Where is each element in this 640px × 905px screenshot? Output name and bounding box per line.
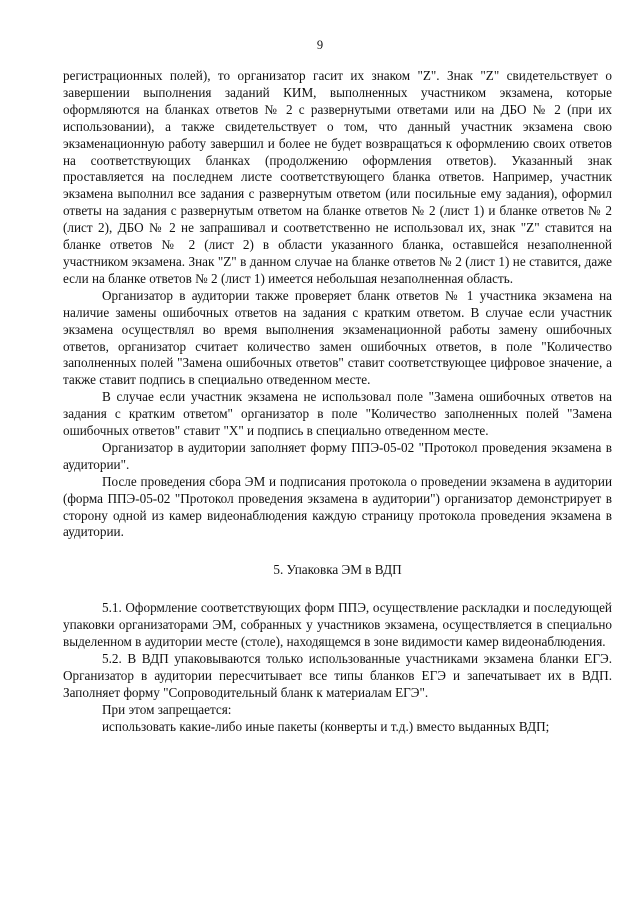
page-number: 9 [316,38,324,52]
paragraph-5-1: 5.1. Оформление соответствующих форм ППЭ, осуществление раскладки и последующей упаковки организаторами ЭМ, собранных у участников экзамена, осуществляется в специально выделенном в аудитории месте (столе), находящемся в зоне видимости камер видеонаблюдения. [63,600,612,650]
paragraph-5-2: 5.2. В ВДП упаковываются только использованные участниками экзамена бланки ЕГЭ. Организатор в аудитории пересчитывает все типы бланков ЕГЭ и запечатывает их в ВДП. Заполняет форму "Сопроводительный бланк к материалам ЕГЭ". [63,651,612,700]
paragraph-no-replacement: В случае если участник экзамена не использовал поле "Замена ошибочных ответов на задания с кратким ответом" организатор в поле "Количество заполненных полей "Замена ошибочных ответов" ставит "X" и подпись в специально отведенном месте. [63,389,612,439]
paragraph-continuation: регистрационных полей), то организатор гасит их знаком "Z". Знак "Z" свидетельствует о завершении выполнения заданий КИМ, выполненных участником экзамена, которые оформляются на бланках ответов № 2 с развернутыми ответами или на ДБО № 2 (при их использовании), а также свидетельствует о том, что данный участник экзамена свою экзаменационную работу завершил и более не будет возвращаться к оформлению своих ответов на соответствующих бланках (продолжению оформления ответов). Указанный знак проставляется на последнем листе соответствующего бланка ответов. Например, участник экзамена выполнил все задания с развернутым ответом (или посильные ему задания), оформил ответы на задания с развернутым ответом на бланке ответов № 2 (лист 1) и бланке ответов № 2 (лист 2), ДБО № 2 не запрашивал и соответственно не использовал их, знак "Z" ставится на бланке ответов № 2 (лист 2) в области указанного бланка, оставшейся незаполненной участником экзамена. Знак "Z" в данном случае на бланке ответов № 2 (лист 1) не ставится, даже если на бланке ответов № 2 (лист 1) имеется небольшая незаполненная область. [63,68,612,286]
paragraph-camera-demo: После проведения сбора ЭМ и подписания протокола о проведении экзамена в аудитории (форма ППЭ-05-02 "Протокол проведения экзамена в аудитории") организатор демонстрирует в сторону одной из камер видеонаблюдения каждую страницу протокола проведения экзамена в аудитории. [63,473,612,540]
document-body [63,68,612,736]
paragraph-answer-check: Организатор в аудитории также проверяет бланк ответов № 1 участника экзамена на наличие замены ошибочных ответов на задания с кратким ответом. В случае если участник экзамена осуществлял во время выполнения экзаменационной работы замену ошибочных ответов, организатор считает количество замен ошибочных ответов, в поле "Количество заполненных полей "Замена ошибочных ответов" ставит соответствующее цифровое значение, а также ставит подпись в специально отведенном месте. [63,287,612,388]
paragraph-prohibited-intro: При этом запрещается: [102,701,232,717]
paragraph-protocol-form: Организатор в аудитории заполняет форму ППЭ-05-02 "Протокол проведения экзамена в аудитории". [63,439,612,472]
section-heading: 5. Упаковка ЭМ в ВДП [273,562,402,578]
paragraph-prohibited-item: использовать какие-либо иные пакеты (конверты и т.д.) вместо выданных ВДП; [102,718,550,734]
